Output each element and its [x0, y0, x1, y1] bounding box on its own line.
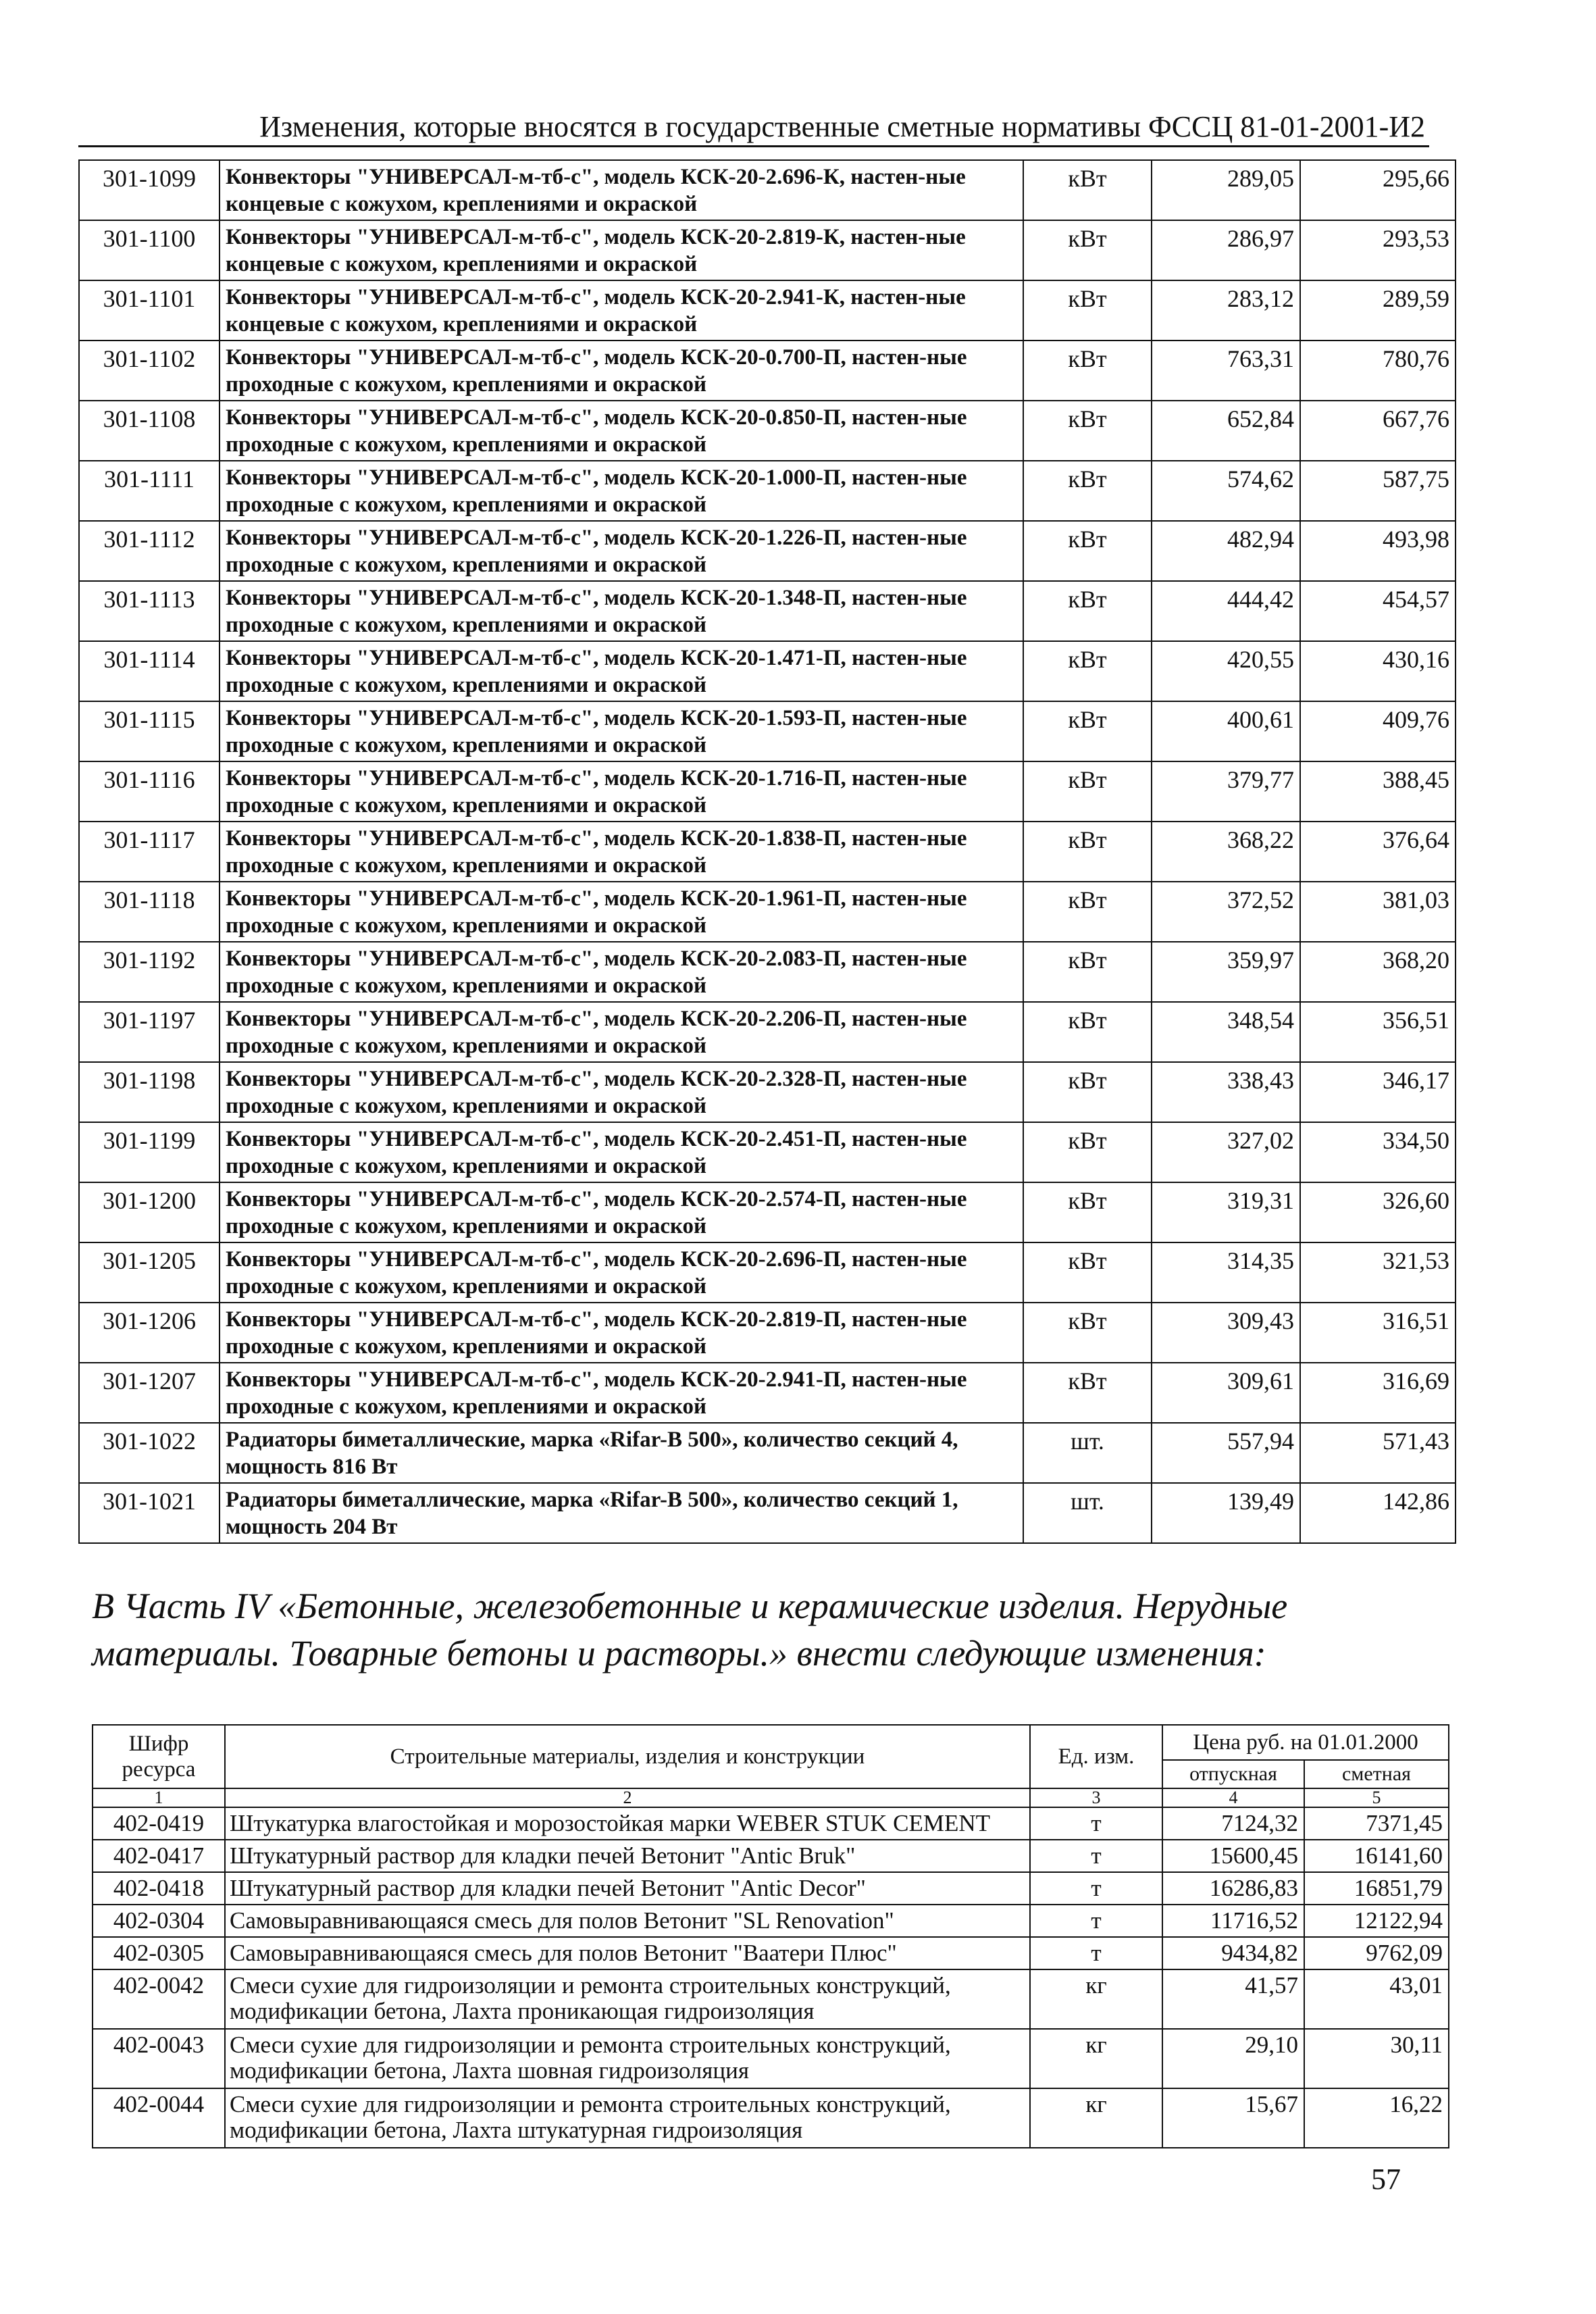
resource-code: 301-1117 [79, 822, 220, 882]
estimate-price: 587,75 [1300, 461, 1456, 521]
table-row [79, 521, 1456, 581]
estimate-price: 16,22 [1304, 2088, 1449, 2148]
release-price: 309,61 [1152, 1363, 1300, 1423]
estimate-price: 316,51 [1300, 1303, 1456, 1363]
table-row [79, 401, 1456, 461]
unit-cell: кВт [1023, 341, 1152, 401]
release-price: 15,67 [1162, 2088, 1304, 2148]
table-row [79, 641, 1456, 701]
estimate-price: 667,76 [1300, 401, 1456, 461]
release-price: 29,10 [1162, 2029, 1304, 2088]
release-price: 348,54 [1152, 1002, 1300, 1062]
estimate-price: 376,64 [1300, 822, 1456, 882]
unit-cell: кВт [1023, 761, 1152, 822]
unit-cell: кВт [1023, 220, 1152, 280]
table-row [93, 2029, 1449, 2088]
resource-code: 301-1100 [79, 220, 220, 280]
header-estimate-price: сметная [1304, 1760, 1449, 1788]
table-row [93, 1937, 1449, 1969]
table-row [79, 280, 1456, 341]
estimate-price: 780,76 [1300, 341, 1456, 401]
resource-code: 301-1116 [79, 761, 220, 822]
resource-code: 301-1111 [79, 461, 220, 521]
estimate-price: 12122,94 [1304, 1905, 1449, 1937]
release-price: 319,31 [1152, 1182, 1300, 1242]
resource-description: Штукатурный раствор для кладки печей Ветонит "Antic Decor" [225, 1872, 1030, 1905]
estimate-price: 16141,60 [1304, 1840, 1449, 1872]
resource-code: 301-1021 [79, 1483, 220, 1543]
unit-cell: кВт [1023, 160, 1152, 220]
resource-description: Конвекторы "УНИВЕРСАЛ-м-тб-с", модель КСК-20-1.716-П, настен-ные проходные с кожухом, креплениями и окраской [220, 761, 1023, 822]
table-row [79, 822, 1456, 882]
unit-cell: кВт [1023, 1122, 1152, 1182]
resource-description: Конвекторы "УНИВЕРСАЛ-м-тб-с", модель КСК-20-2.696-П, настен-ные проходные с кожухом, креплениями и окраской [220, 1242, 1023, 1303]
resource-code: 301-1022 [79, 1423, 220, 1483]
unit-cell: шт. [1023, 1423, 1152, 1483]
unit-cell: т [1030, 1807, 1162, 1840]
release-price: 379,77 [1152, 761, 1300, 822]
resource-code: 301-1192 [79, 942, 220, 1002]
resource-description: Конвекторы "УНИВЕРСАЛ-м-тб-с", модель КСК-20-2.819-К, настен-ные концевые с кожухом, креплениями и окраской [220, 220, 1023, 280]
unit-cell: кВт [1023, 822, 1152, 882]
resource-code: 301-1115 [79, 701, 220, 761]
estimate-price: 295,66 [1300, 160, 1456, 220]
table-row [93, 2088, 1449, 2148]
resource-code: 301-1197 [79, 1002, 220, 1062]
resource-description: Самовыравнивающаяся смесь для полов Ветонит "SL Renovation" [225, 1905, 1030, 1937]
resource-code: 301-1207 [79, 1363, 220, 1423]
table-row [79, 1363, 1456, 1423]
table-row [79, 581, 1456, 641]
resource-code: 301-1118 [79, 882, 220, 942]
resource-description: Штукатурка влагостойкая и морозостойкая марки WEBER STUK CEMENT [225, 1807, 1030, 1840]
table-row [79, 942, 1456, 1002]
resource-code: 402-0305 [93, 1937, 225, 1969]
estimate-price: 293,53 [1300, 220, 1456, 280]
resource-description: Конвекторы "УНИВЕРСАЛ-м-тб-с", модель КСК-20-1.961-П, настен-ные проходные с кожухом, креплениями и окраской [220, 882, 1023, 942]
release-price: 557,94 [1152, 1423, 1300, 1483]
column-index: 5 [1304, 1788, 1449, 1807]
unit-cell: кВт [1023, 1182, 1152, 1242]
resource-code: 301-1200 [79, 1182, 220, 1242]
unit-cell: кВт [1023, 1002, 1152, 1062]
estimate-price: 388,45 [1300, 761, 1456, 822]
resource-description: Конвекторы "УНИВЕРСАЛ-м-тб-с", модель КСК-20-2.328-П, настен-ные проходные с кожухом, креплениями и окраской [220, 1062, 1023, 1122]
header-materials: Строительные материалы, изделия и конструкции [225, 1725, 1030, 1788]
unit-cell: кВт [1023, 521, 1152, 581]
header-price: Цена руб. на 01.01.2000 [1162, 1725, 1449, 1760]
column-index: 1 [93, 1788, 225, 1807]
resource-code: 402-0044 [93, 2088, 225, 2148]
unit-cell: кВт [1023, 1363, 1152, 1423]
resource-description: Конвекторы "УНИВЕРСАЛ-м-тб-с", модель КСК-20-2.696-К, настен-ные концевые с кожухом, креплениями и окраской [220, 160, 1023, 220]
resource-code: 402-0043 [93, 2029, 225, 2088]
table-row [93, 1840, 1449, 1872]
resource-description: Самовыравнивающаяся смесь для полов Ветонит "Ваатери Плюс" [225, 1937, 1030, 1969]
resource-description: Смеси сухие для гидроизоляции и ремонта строительных конструкций, модификации бетона, Лахта штукатурная гидроизоляция [225, 2088, 1030, 2148]
resource-code: 402-0419 [93, 1807, 225, 1840]
unit-cell: кг [1030, 1969, 1162, 2029]
resource-code: 301-1102 [79, 341, 220, 401]
unit-cell: кВт [1023, 461, 1152, 521]
estimate-price: 346,17 [1300, 1062, 1456, 1122]
estimate-price: 409,76 [1300, 701, 1456, 761]
table-row [79, 341, 1456, 401]
table-row [79, 220, 1456, 280]
release-price: 16286,83 [1162, 1872, 1304, 1905]
estimate-price: 571,43 [1300, 1423, 1456, 1483]
release-price: 314,35 [1152, 1242, 1300, 1303]
resource-description: Радиаторы биметаллические, марка «Rifar-B 500», количество секций 4, мощность 816 Вт [220, 1423, 1023, 1483]
estimate-price: 142,86 [1300, 1483, 1456, 1543]
unit-cell: кВт [1023, 1303, 1152, 1363]
unit-cell: кВт [1023, 1242, 1152, 1303]
resource-description: Конвекторы "УНИВЕРСАЛ-м-тб-с", модель КСК-20-2.206-П, настен-ные проходные с кожухом, креплениями и окраской [220, 1002, 1023, 1062]
section-intro: В Часть IV «Бетонные, железобетонные и керамические изделия. Нерудные материалы. Товарные бетоны и растворы.» внести следующие изменения: [92, 1586, 1288, 1674]
resource-description: Конвекторы "УНИВЕРСАЛ-м-тб-с", модель КСК-20-1.471-П, настен-ные проходные с кожухом, креплениями и окраской [220, 641, 1023, 701]
resource-description: Штукатурный раствор для кладки печей Ветонит "Antic Bruk" [225, 1840, 1030, 1872]
estimate-price: 7371,45 [1304, 1807, 1449, 1840]
release-price: 283,12 [1152, 280, 1300, 341]
release-price: 286,97 [1152, 220, 1300, 280]
estimate-price: 16851,79 [1304, 1872, 1449, 1905]
estimate-price: 316,69 [1300, 1363, 1456, 1423]
unit-cell: кВт [1023, 1062, 1152, 1122]
table-row [79, 1182, 1456, 1242]
resource-code: 301-1205 [79, 1242, 220, 1303]
release-price: 41,57 [1162, 1969, 1304, 2029]
estimate-price: 321,53 [1300, 1242, 1456, 1303]
table-row [93, 1872, 1449, 1905]
resource-description: Конвекторы "УНИВЕРСАЛ-м-тб-с", модель КСК-20-2.574-П, настен-ные проходные с кожухом, креплениями и окраской [220, 1182, 1023, 1242]
unit-cell: кВт [1023, 280, 1152, 341]
materials-price-table [92, 1724, 1449, 2148]
estimate-price: 381,03 [1300, 882, 1456, 942]
resource-description: Смеси сухие для гидроизоляции и ремонта строительных конструкций, модификации бетона, Лахта проникающая гидроизоляция [225, 1969, 1030, 2029]
resource-code: 402-0042 [93, 1969, 225, 2029]
resource-code: 301-1113 [79, 581, 220, 641]
unit-cell: т [1030, 1872, 1162, 1905]
table-row [79, 701, 1456, 761]
release-price: 359,97 [1152, 942, 1300, 1002]
resource-code: 301-1206 [79, 1303, 220, 1363]
estimate-price: 493,98 [1300, 521, 1456, 581]
table-row [79, 1303, 1456, 1363]
header-release-price: отпускная [1162, 1760, 1304, 1788]
estimate-price: 368,20 [1300, 942, 1456, 1002]
resource-code: 301-1198 [79, 1062, 220, 1122]
column-index: 2 [225, 1788, 1030, 1807]
table-row [79, 761, 1456, 822]
column-index: 3 [1030, 1788, 1162, 1807]
release-price: 11716,52 [1162, 1905, 1304, 1937]
table-row [79, 1242, 1456, 1303]
table-row [79, 461, 1456, 521]
resource-description: Конвекторы "УНИВЕРСАЛ-м-тб-с", модель КСК-20-1.348-П, настен-ные проходные с кожухом, креплениями и окраской [220, 581, 1023, 641]
table-row [79, 160, 1456, 220]
resource-description: Конвекторы "УНИВЕРСАЛ-м-тб-с", модель КСК-20-1.838-П, настен-ные проходные с кожухом, креплениями и окраской [220, 822, 1023, 882]
unit-cell: кВт [1023, 701, 1152, 761]
estimate-price: 43,01 [1304, 1969, 1449, 2029]
resource-code: 301-1101 [79, 280, 220, 341]
release-price: 327,02 [1152, 1122, 1300, 1182]
unit-cell: т [1030, 1937, 1162, 1969]
table-row [79, 1483, 1456, 1543]
release-price: 289,05 [1152, 160, 1300, 220]
estimate-price: 356,51 [1300, 1002, 1456, 1062]
table-row [79, 1423, 1456, 1483]
unit-cell: кг [1030, 2088, 1162, 2148]
release-price: 444,42 [1152, 581, 1300, 641]
unit-cell: кВт [1023, 882, 1152, 942]
release-price: 7124,32 [1162, 1807, 1304, 1840]
unit-cell: кВт [1023, 581, 1152, 641]
estimate-price: 430,16 [1300, 641, 1456, 701]
release-price: 9434,82 [1162, 1937, 1304, 1969]
release-price: 139,49 [1152, 1483, 1300, 1543]
estimate-price: 289,59 [1300, 280, 1456, 341]
table-row [79, 1122, 1456, 1182]
estimate-price: 326,60 [1300, 1182, 1456, 1242]
release-price: 420,55 [1152, 641, 1300, 701]
resource-description: Конвекторы "УНИВЕРСАЛ-м-тб-с", модель КСК-20-1.000-П, настен-ные проходные с кожухом, креплениями и окраской [220, 461, 1023, 521]
resource-description: Радиаторы биметаллические, марка «Rifar-B 500», количество секций 1, мощность 204 Вт [220, 1483, 1023, 1543]
release-price: 338,43 [1152, 1062, 1300, 1122]
release-price: 574,62 [1152, 461, 1300, 521]
release-price: 368,22 [1152, 822, 1300, 882]
estimate-price: 9762,09 [1304, 1937, 1449, 1969]
resource-description: Конвекторы "УНИВЕРСАЛ-м-тб-с", модель КСК-20-0.700-П, настен-ные проходные с кожухом, креплениями и окраской [220, 341, 1023, 401]
estimate-price: 454,57 [1300, 581, 1456, 641]
resource-description: Конвекторы "УНИВЕРСАЛ-м-тб-с", модель КСК-20-2.819-П, настен-ные проходные с кожухом, креплениями и окраской [220, 1303, 1023, 1363]
header-code: Шифр ресурса [93, 1725, 225, 1788]
header-unit: Ед. изм. [1030, 1725, 1162, 1788]
release-price: 763,31 [1152, 341, 1300, 401]
unit-cell: кВт [1023, 942, 1152, 1002]
unit-cell: кВт [1023, 641, 1152, 701]
resource-description: Конвекторы "УНИВЕРСАЛ-м-тб-с", модель КСК-20-0.850-П, настен-ные проходные с кожухом, креплениями и окраской [220, 401, 1023, 461]
release-price: 400,61 [1152, 701, 1300, 761]
table-row [79, 1002, 1456, 1062]
resource-description: Конвекторы "УНИВЕРСАЛ-м-тб-с", модель КСК-20-2.083-П, настен-ные проходные с кожухом, креплениями и окраской [220, 942, 1023, 1002]
resource-code: 301-1199 [79, 1122, 220, 1182]
resource-code: 301-1108 [79, 401, 220, 461]
table-row [79, 1062, 1456, 1122]
resource-description: Конвекторы "УНИВЕРСАЛ-м-тб-с", модель КСК-20-2.451-П, настен-ные проходные с кожухом, креплениями и окраской [220, 1122, 1023, 1182]
convectors-price-table [78, 159, 1456, 1544]
resource-code: 301-1112 [79, 521, 220, 581]
estimate-price: 30,11 [1304, 2029, 1449, 2088]
estimate-price: 334,50 [1300, 1122, 1456, 1182]
header-title: Изменения, которые вносятся в государственные сметные нормативы ФССЦ 81-01-2001-И2 [259, 110, 1425, 143]
resource-code: 301-1114 [79, 641, 220, 701]
resource-description: Смеси сухие для гидроизоляции и ремонта строительных конструкций, модификации бетона, Лахта шовная гидроизоляция [225, 2029, 1030, 2088]
unit-cell: кВт [1023, 401, 1152, 461]
release-price: 15600,45 [1162, 1840, 1304, 1872]
resource-description: Конвекторы "УНИВЕРСАЛ-м-тб-с", модель КСК-20-1.226-П, настен-ные проходные с кожухом, креплениями и окраской [220, 521, 1023, 581]
page-number: 57 [1371, 2163, 1401, 2196]
unit-cell: кг [1030, 2029, 1162, 2088]
page-header [78, 107, 1429, 147]
table-row [79, 882, 1456, 942]
resource-code: 402-0304 [93, 1905, 225, 1937]
unit-cell: т [1030, 1905, 1162, 1937]
unit-cell: т [1030, 1840, 1162, 1872]
table-row [93, 1905, 1449, 1937]
table-row [93, 1969, 1449, 2029]
resource-code: 402-0418 [93, 1872, 225, 1905]
resource-description: Конвекторы "УНИВЕРСАЛ-м-тб-с", модель КСК-20-2.941-П, настен-ные проходные с кожухом, креплениями и окраской [220, 1363, 1023, 1423]
resource-description: Конвекторы "УНИВЕРСАЛ-м-тб-с", модель КСК-20-2.941-К, настен-ные концевые с кожухом, креплениями и окраской [220, 280, 1023, 341]
table-row [93, 1807, 1449, 1840]
release-price: 309,43 [1152, 1303, 1300, 1363]
resource-code: 402-0417 [93, 1840, 225, 1872]
release-price: 372,52 [1152, 882, 1300, 942]
resource-code: 301-1099 [79, 160, 220, 220]
release-price: 482,94 [1152, 521, 1300, 581]
release-price: 652,84 [1152, 401, 1300, 461]
column-index: 4 [1162, 1788, 1304, 1807]
resource-description: Конвекторы "УНИВЕРСАЛ-м-тб-с", модель КСК-20-1.593-П, настен-ные проходные с кожухом, креплениями и окраской [220, 701, 1023, 761]
unit-cell: шт. [1023, 1483, 1152, 1543]
